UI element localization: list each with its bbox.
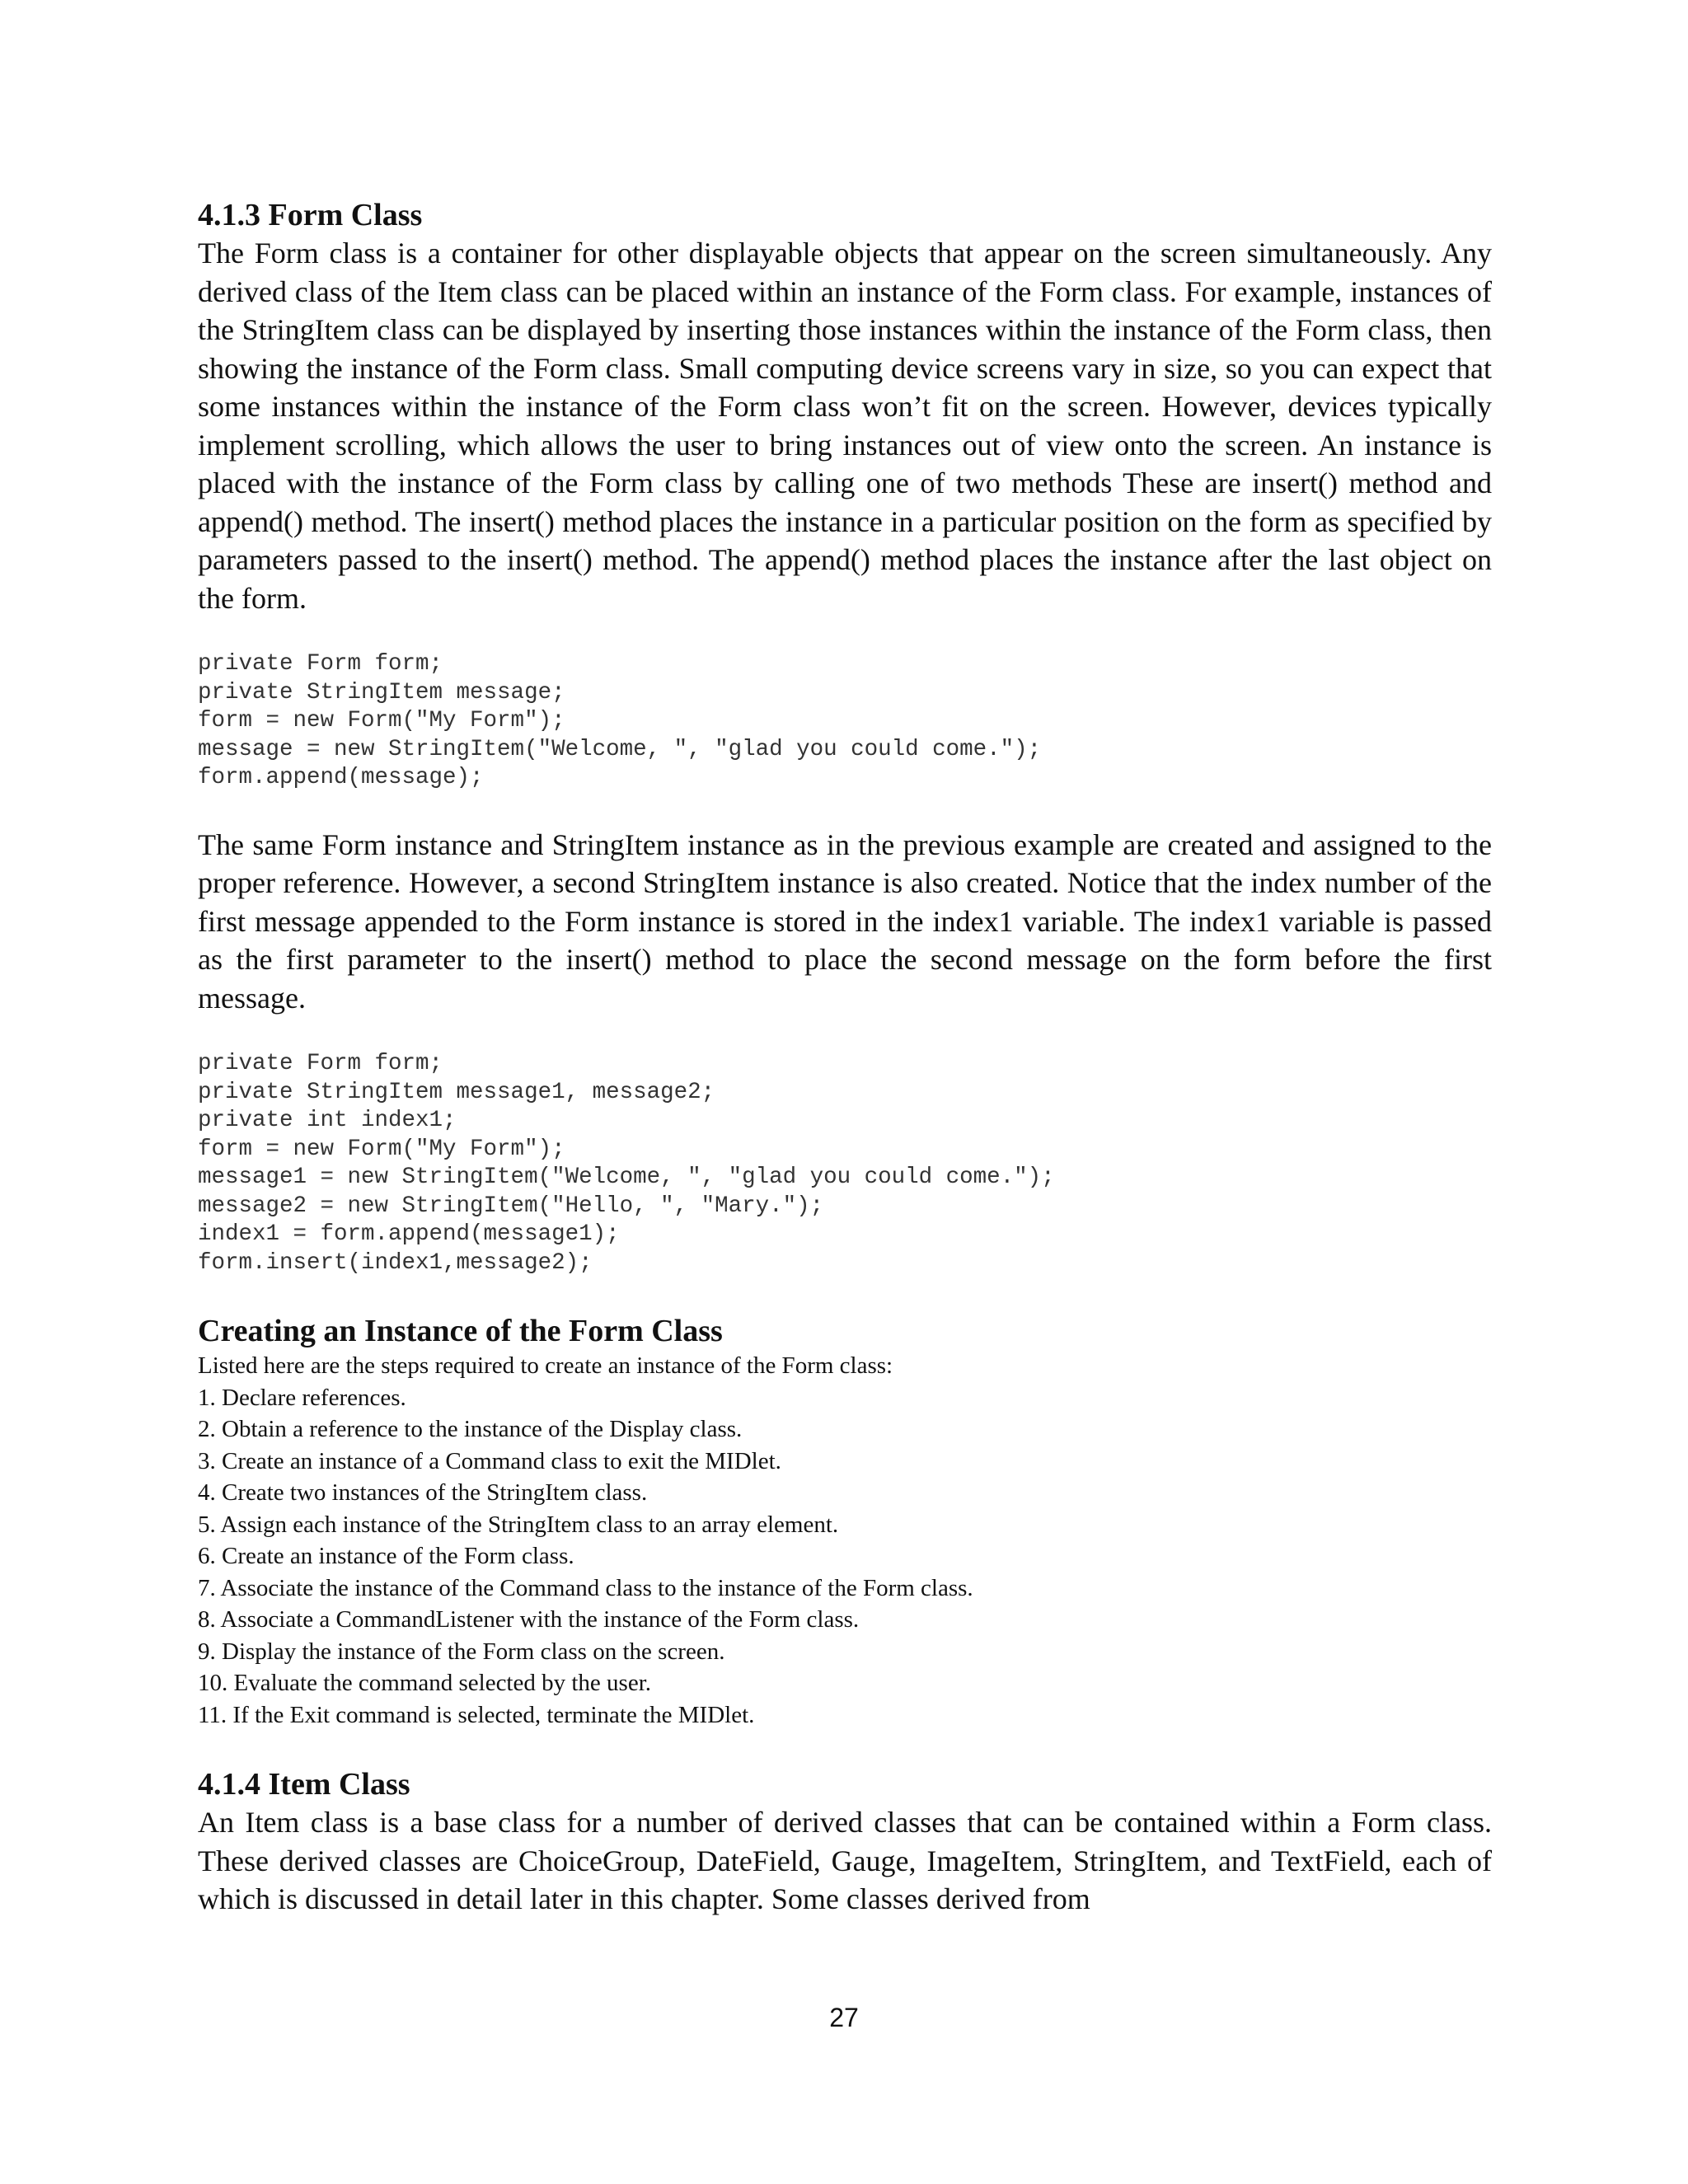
code-block-append-example: private Form form; private StringItem message; form = new Form("My Form"); message = new StringItem("Welcome, ", "glad you could come."); form.append(message); [198,651,1042,790]
page-content [198,196,1492,1919]
list-item: 2. Obtain a reference to the instance of the Display class. [198,1416,743,1442]
item-class-paragraph: An Item class is a base class for a number of derived classes that can be contained within a Form class. These derived classes are ChoiceGroup, DateField, Gauge, ImageItem, StringItem, and TextField, each of which is discussed in detail later in this chapter. Some classes derived from [198,1806,1492,1915]
list-item: 10. Evaluate the command selected by the user. [198,1670,652,1696]
list-item: 7. Associate the instance of the Command class to the instance of the Form class. [198,1574,973,1601]
steps-intro: Listed here are the steps required to create an instance of the Form class: [198,1352,893,1379]
list-item: 4. Create two instances of the StringItem class. [198,1479,648,1506]
section-heading-creating-instance: Creating an Instance of the Form Class [198,1314,723,1348]
form-class-paragraph: The Form class is a container for other displayable objects that appear on the screen simultaneously. Any derived class of the Item class can be placed within an instance of the Form class. For example, instances of the StringItem class can be displayed by inserting those instances within the instance of the Form class, then showing the instance of the Form class. Small computing device screens vary in size, so you can expect that some instances within the instance of the Form class won’t fit on the screen. However, devices typically implement scrolling, which allows the user to bring instances out of view onto the screen. An instance is placed with the instance of the Form class by calling one of two methods These are insert() method and append() method. The insert() method places the instance in a particular position on the form as specified by parameters passed to the insert() method. The append() method places the instance after the last object on the form. [198,237,1492,615]
list-item: 11. If the Exit command is selected, terminate the MIDlet. [198,1701,755,1728]
list-item: 3. Create an instance of a Command class to exit the MIDlet. [198,1447,781,1474]
list-item: 5. Assign each instance of the StringItem class to an array element. [198,1511,839,1538]
page-number: 27 [829,2003,859,2032]
code-block-insert-example: private Form form; private StringItem message1, message2; private int index1; form = new Form("My Form"); message1 = new StringItem("Welcome, ", "glad you could come."); message2 = new StringItem("Hello, ", "Mary."); index1 = form.append(message1); form.insert(index1,message2); [198,1051,1055,1276]
section-heading-form-class: 4.1.3 Form Class [198,198,423,232]
list-item: 1. Declare references. [198,1384,406,1411]
list-item: 8. Associate a CommandListener with the instance of the Form class. [198,1606,860,1633]
section-heading-item-class: 4.1.4 Item Class [198,1767,410,1802]
insert-example-paragraph: The same Form instance and StringItem instance as in the previous example are created and assigned to the proper reference. However, a second StringItem instance is also created. Notice that the index number of the first message appended to the Form instance is stored in the index1 variable. The index1 variable is passed as the first parameter to the insert() method to place the second message on the form before the first message. [198,827,1492,1015]
list-item: 6. Create an instance of the Form class. [198,1543,574,1569]
list-item: 9. Display the instance of the Form class on the screen. [198,1638,725,1665]
steps-list [198,1382,1492,1732]
